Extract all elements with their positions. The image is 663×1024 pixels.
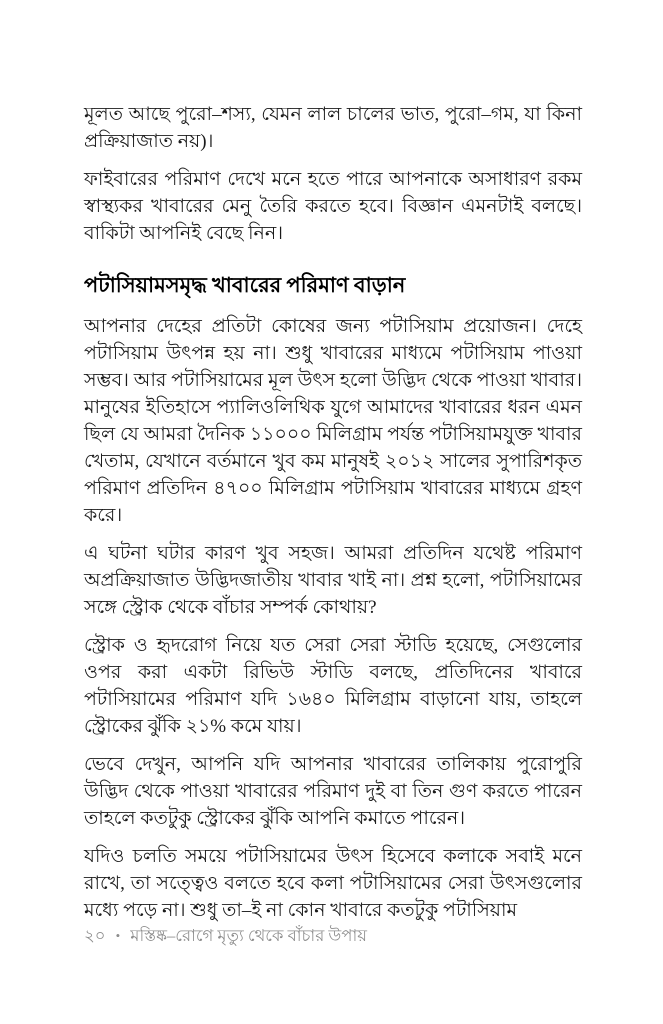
book-title: মস্তিষ্ক–রোগে মৃত্যু থেকে বাঁচার উপায় [130,926,367,945]
page-number: ২০ [84,926,106,945]
section-paragraph-3: স্ট্রোক ও হৃদরোগ নিয়ে যত সেরা সেরা স্টাডি হয়েছে, সেগুলোর ওপর করা একটা রিভিউ স্টাডি বলছে, প্রতিদিনের খাবারে পটাসিয়ামের পরিমাণ যদি ১৬৪০ মিলিগ্রাম বাড়ানো যায়, তাহলে স্ট্রোকের ঝুঁকি ২১% কমে যায়। [84,635,582,737]
intro-paragraph-2: ফাইবারের পরিমাণ দেখে মনে হতে পারে আপনাকে অসাধারণ রকম স্বাস্থ্যকর খাবারের মেনু তৈরি করতে হবে। বিজ্ঞান এমনটাই বলছে। বাকিটা আপনিই বেছে নিন। [84,169,582,244]
section-paragraph-2: এ ঘটনা ঘটার কারণ খুব সহজ। আমরা প্রতিদিন যথেষ্ট পরিমাণ অপ্রক্রিয়াজাত উদ্ভিদজাতীয় খাবার খাই না। প্রশ্ন হলো, পটাসিয়ামের সঙ্গে স্ট্রোক থেকে বাঁচার সম্পর্ক কোথায়? [84,543,582,618]
page-content [84,101,582,935]
intro-paragraph-1: মূলত আছে পুরো–শস্য, যেমন লাল চালের ভাত, পুরো–গম, যা কিনা প্রক্রিয়াজাত নয়)। [84,104,582,152]
section-paragraph-5: যদিও চলতি সময়ে পটাসিয়ামের উৎস হিসেবে কলাকে সবাই মনে রাখে, তা সত্ত্বেও বলতে হবে কলা পটাসিয়ামের সেরা উৎসগুলোর মধ্যে পড়ে না। শুধু তা–ই না কোন খাবারে কতটুকু পটাসিয়াম [84,846,582,921]
footer-bullet-icon: • [115,928,121,943]
page-footer [84,925,367,947]
section-heading: পটাসিয়ামসমৃদ্ধ খাবারের পরিমাণ বাড়ান [84,273,406,297]
section-paragraph-1: আপনার দেহের প্রতিটা কোষের জন্য পটাসিয়াম প্রয়োজন। দেহে পটাসিয়াম উৎপন্ন হয় না। শুধু খাবারের মাধ্যমে পটাসিয়াম পাওয়া সম্ভব। আর পটাসিয়ামের মূল উৎস হলো উদ্ভিদ থেকে পাওয়া খাবার। মানুষের ইতিহাসে প্যালিওলিথিক যুগে আমাদের খাবারের ধরন এমন ছিল যে আমরা দৈনিক ১১০০০ মিলিগ্রাম পর্যন্ত পটাসিয়ামযুক্ত খাবার খেতাম, যেখানে বর্তমানে খুব কম মানুষই ২০১২ সালের সুপারিশকৃত পরিমাণ প্রতিদিন ৪৭০০ মিলিগ্রাম পটাসিয়াম খাবারের মাধ্যমে গ্রহণ করে। [84,316,582,526]
section-paragraph-4: ভেবে দেখুন, আপনি যদি আপনার খাবারের তালিকায় পুরোপুরি উদ্ভিদ থেকে পাওয়া খাবারের পরিমাণ দুই বা তিন গুণ করতে পারেন তাহলে কতটুকু স্ট্রোকের ঝুঁকি আপনি কমাতে পারেন। [84,754,582,829]
